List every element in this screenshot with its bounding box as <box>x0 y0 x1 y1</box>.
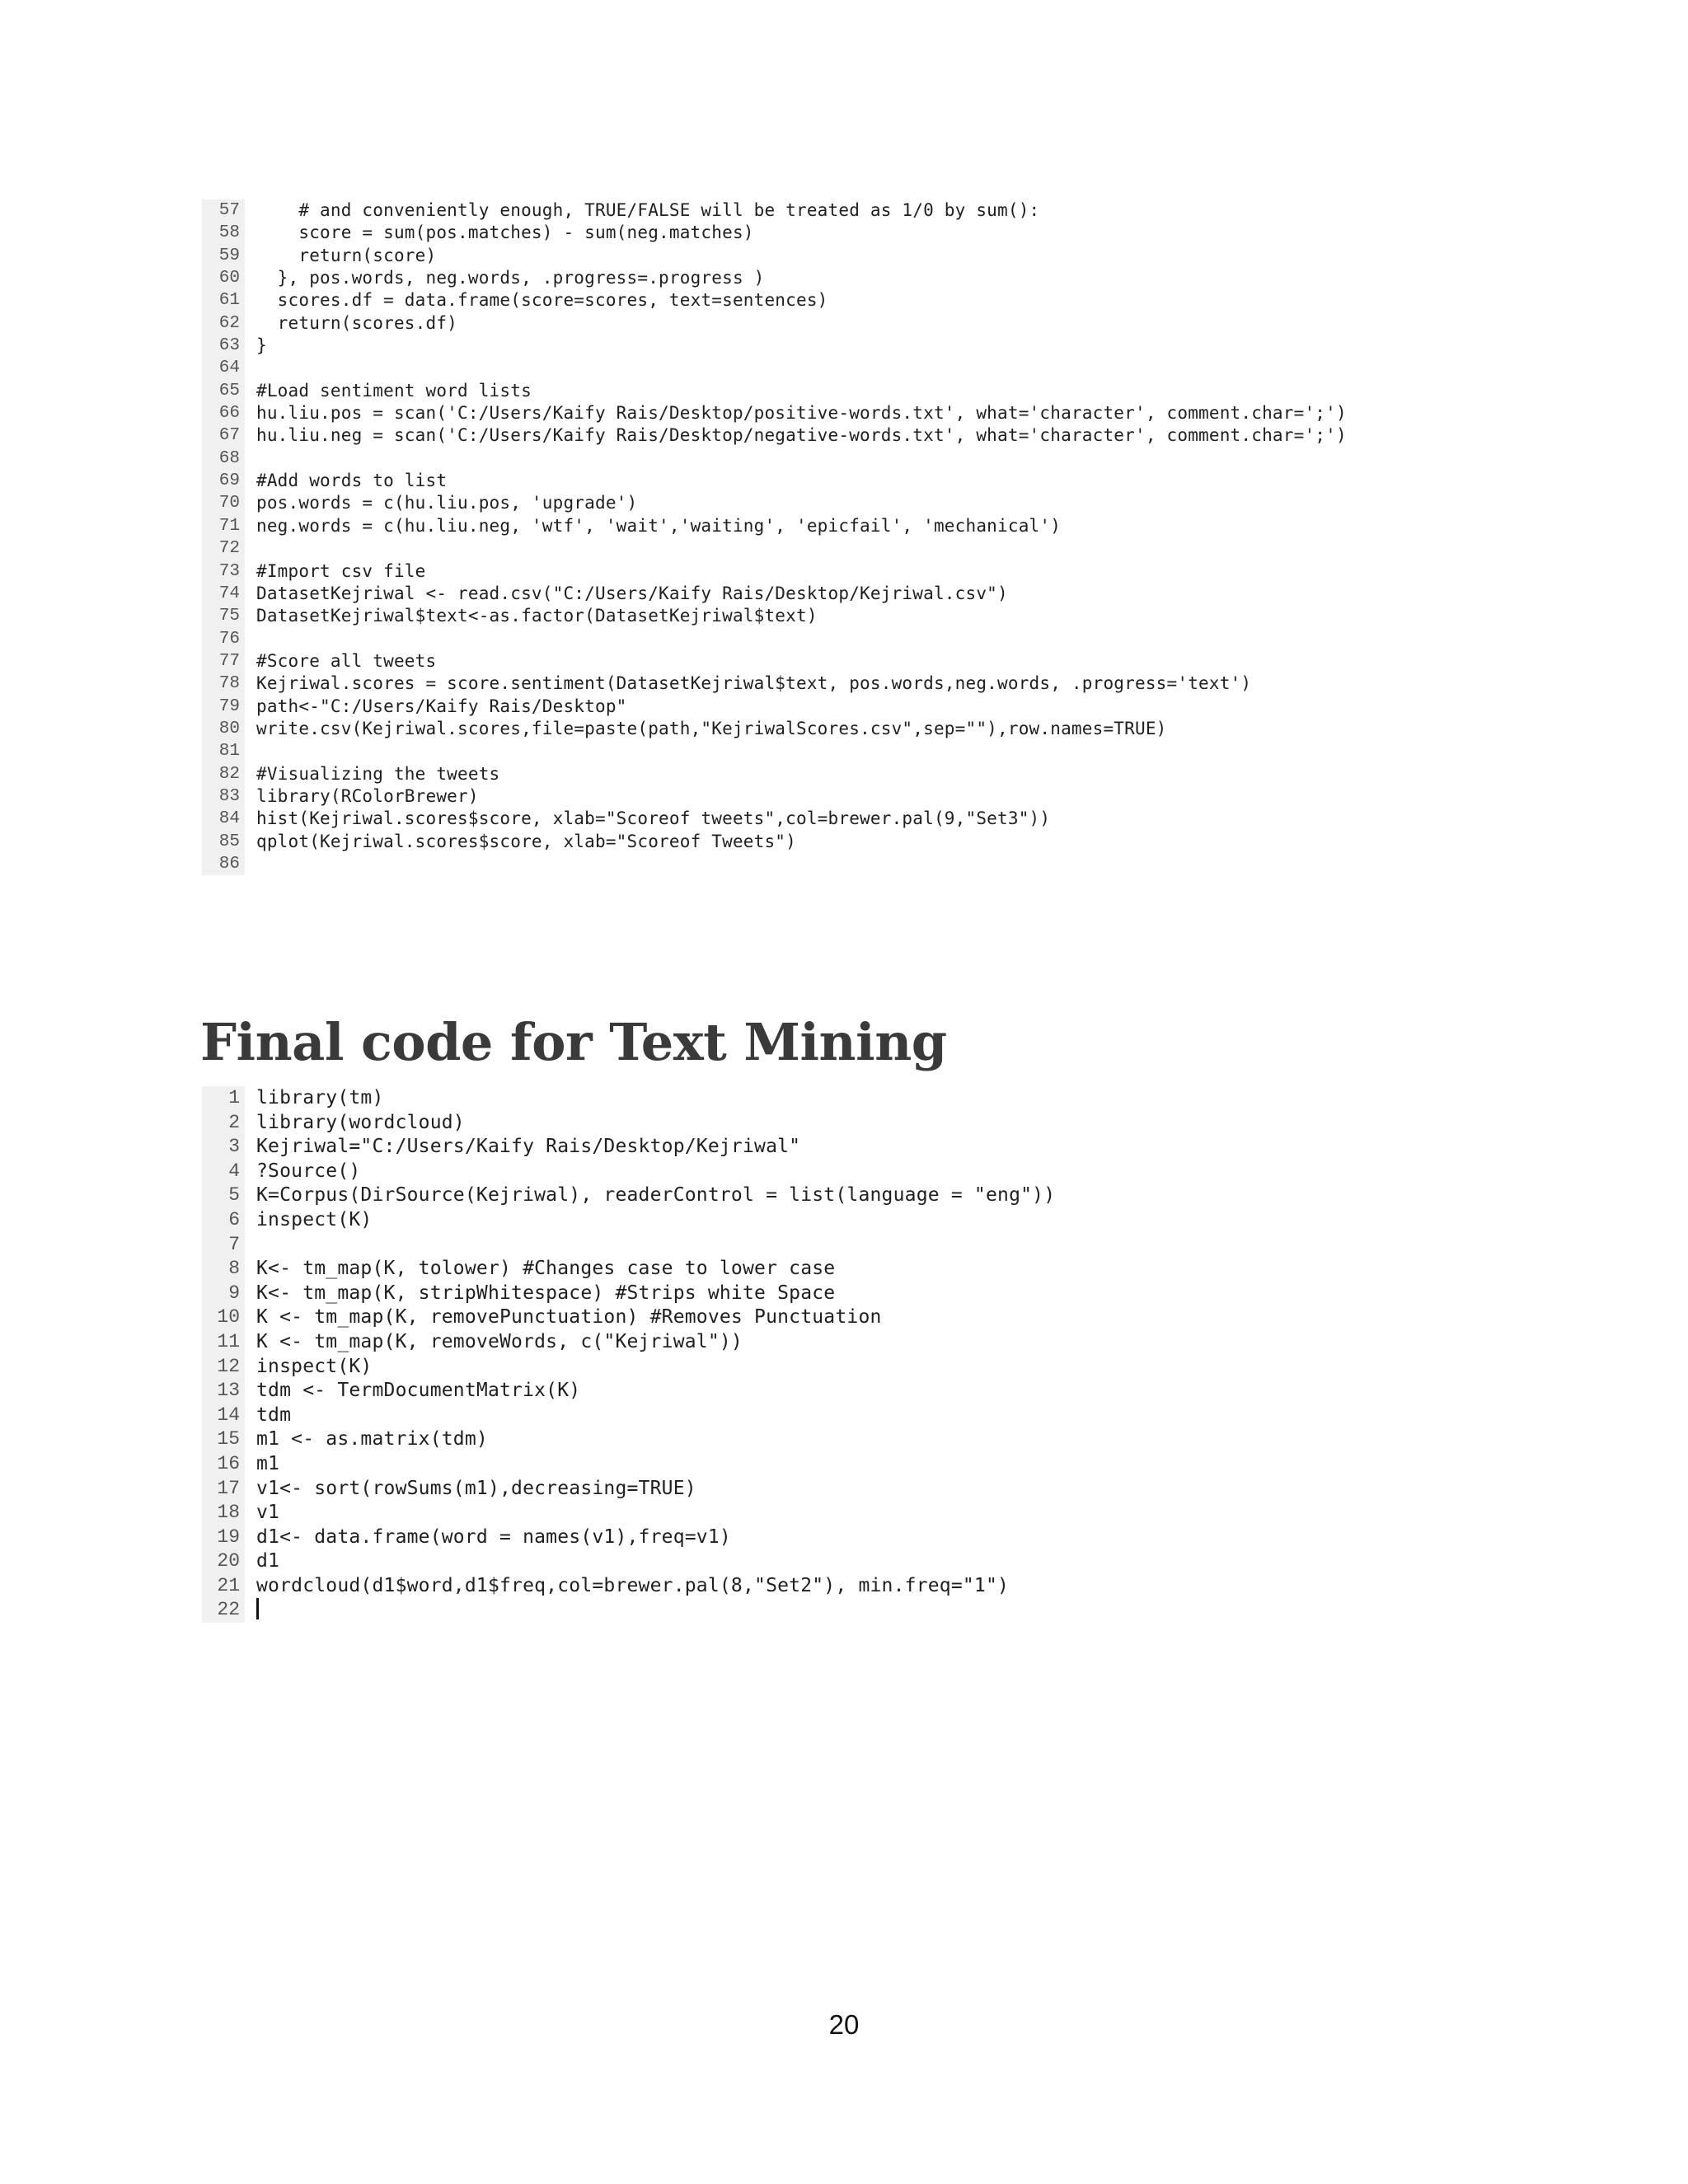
line-number: 73 <box>202 560 245 583</box>
code-text: inspect(K) <box>256 1355 373 1377</box>
line-number: 61 <box>202 289 245 312</box>
code-text: hu.liu.pos = scan('C:/Users/Kaify Rais/Desktop/positive-words.txt', what='character', comment.char=';') <box>256 403 1347 424</box>
code-line <box>202 1452 1055 1477</box>
code-line <box>202 808 1347 830</box>
code-line <box>202 1427 1055 1452</box>
code-text: } <box>256 335 267 356</box>
code-text: tdm <- TermDocumentMatrix(K) <box>256 1380 581 1402</box>
line-number: 12 <box>202 1355 245 1380</box>
code-line <box>202 1379 1055 1404</box>
code-text: Kejriwal="C:/Users/Kaify Rais/Desktop/Kejriwal" <box>256 1136 801 1158</box>
code-text: #Add words to list <box>256 471 448 491</box>
code-text: score = sum(pos.matches) - sum(neg.matches) <box>256 223 754 243</box>
line-number: 76 <box>202 628 245 650</box>
code-line <box>202 1233 1055 1258</box>
line-number: 85 <box>202 831 245 853</box>
line-number: 78 <box>202 673 245 695</box>
code-line <box>202 222 1347 244</box>
code-line <box>202 1257 1055 1282</box>
code-line <box>202 1183 1055 1208</box>
code-text: K <- tm_map(K, removePunctuation) #Removes Punctuation <box>256 1306 882 1329</box>
code-text: #Import csv file <box>256 560 426 581</box>
code-text: write.csv(Kejriwal.scores,file=paste(path,"KejriwalScores.csv",sep=""),row.names=TRUE) <box>256 718 1167 738</box>
line-number: 65 <box>202 380 245 402</box>
code-line <box>202 267 1347 289</box>
code-text: DatasetKejriwal <- read.csv("C:/Users/Kaify Rais/Desktop/Kejriwal.csv") <box>256 583 1008 603</box>
code-line <box>202 424 1347 447</box>
line-number: 86 <box>202 853 245 875</box>
code-listing-sentiment <box>202 199 1347 875</box>
code-text: m1 <box>256 1452 280 1474</box>
code-line <box>202 1404 1055 1428</box>
line-number: 64 <box>202 357 245 379</box>
code-text: ?Source() <box>256 1160 361 1182</box>
line-number: 69 <box>202 470 245 492</box>
code-line <box>202 1355 1055 1380</box>
line-number: 14 <box>202 1404 245 1428</box>
code-text: tdm <box>256 1404 292 1426</box>
line-number: 5 <box>202 1183 245 1208</box>
code-line <box>202 763 1347 785</box>
code-text: path<-"C:/Users/Kaify Rais/Desktop" <box>256 696 627 716</box>
line-number: 68 <box>202 448 245 470</box>
line-number: 8 <box>202 1257 245 1282</box>
line-number: 19 <box>202 1526 245 1550</box>
code-listing-text-mining <box>202 1086 1055 1623</box>
code-line <box>202 1282 1055 1306</box>
code-line <box>202 718 1347 740</box>
code-line <box>202 696 1347 718</box>
code-text: hist(Kejriwal.scores$score, xlab="Scoreof tweets",col=brewer.pal(9,"Set3")) <box>256 808 1051 829</box>
code-line <box>202 853 1347 875</box>
line-number: 18 <box>202 1501 245 1526</box>
code-text: m1 <- as.matrix(tdm) <box>256 1428 488 1451</box>
line-number: 79 <box>202 696 245 718</box>
code-text: K<- tm_map(K, tolower) #Changes case to lower case <box>256 1258 836 1280</box>
code-line <box>202 628 1347 650</box>
code-line <box>202 1526 1055 1550</box>
line-number: 22 <box>202 1598 245 1623</box>
code-line <box>202 335 1347 357</box>
line-number: 81 <box>202 740 245 762</box>
code-line <box>202 831 1347 853</box>
code-text: pos.words = c(hu.liu.pos, 'upgrade') <box>256 493 638 513</box>
code-text: qplot(Kejriwal.scores$score, xlab="Scoreof Tweets") <box>256 831 796 851</box>
line-number: 70 <box>202 492 245 514</box>
code-line <box>202 560 1347 583</box>
code-text: d1 <box>256 1550 280 1572</box>
line-number: 71 <box>202 515 245 537</box>
line-number: 13 <box>202 1379 245 1404</box>
code-text: neg.words = c(hu.liu.neg, 'wtf', 'wait','waiting', 'epicfail', 'mechanical') <box>256 515 1062 536</box>
line-number: 1 <box>202 1086 245 1111</box>
line-number: 7 <box>202 1233 245 1258</box>
line-number: 74 <box>202 583 245 605</box>
code-line <box>202 1086 1055 1111</box>
line-number: 4 <box>202 1160 245 1184</box>
line-number: 21 <box>202 1574 245 1599</box>
line-number: 3 <box>202 1135 245 1160</box>
code-line <box>202 1574 1055 1599</box>
code-text: #Visualizing the tweets <box>256 763 500 784</box>
code-text: hu.liu.neg = scan('C:/Users/Kaify Rais/Desktop/negative-words.txt', what='character', comment.char=';') <box>256 425 1347 446</box>
code-line <box>202 673 1347 695</box>
code-line <box>202 583 1347 605</box>
code-text: # and conveniently enough, TRUE/FALSE will be treated as 1/0 by sum(): <box>256 200 1040 220</box>
code-line <box>202 1135 1055 1160</box>
line-number: 60 <box>202 267 245 289</box>
line-number: 59 <box>202 245 245 267</box>
code-line <box>202 1208 1055 1233</box>
line-number: 6 <box>202 1208 245 1233</box>
code-line <box>202 515 1347 537</box>
code-text: inspect(K) <box>256 1208 373 1230</box>
code-text: library(RColorBrewer) <box>256 785 479 806</box>
line-number: 82 <box>202 763 245 785</box>
code-line <box>202 380 1347 402</box>
line-number: 17 <box>202 1477 245 1502</box>
code-line <box>202 1330 1055 1355</box>
code-line <box>202 785 1347 808</box>
code-text: v1 <box>256 1502 280 1524</box>
section-heading: Final code for Text Mining <box>200 1012 947 1072</box>
line-number: 75 <box>202 605 245 627</box>
code-line <box>202 245 1347 267</box>
line-number: 15 <box>202 1427 245 1452</box>
code-line <box>202 448 1347 470</box>
code-line <box>202 740 1347 762</box>
text-cursor <box>256 1598 259 1619</box>
line-number: 11 <box>202 1330 245 1355</box>
code-line <box>202 1305 1055 1330</box>
line-number: 10 <box>202 1305 245 1330</box>
code-text: scores.df = data.frame(score=scores, text=sentences) <box>256 290 828 311</box>
line-number: 16 <box>202 1452 245 1477</box>
code-text: #Score all tweets <box>256 650 437 671</box>
code-text: d1<- data.frame(word = names(v1),freq=v1) <box>256 1526 731 1548</box>
code-text: DatasetKejriwal$text<-as.factor(DatasetKejriwal$text) <box>256 606 818 626</box>
code-line <box>202 289 1347 312</box>
code-text: library(wordcloud) <box>256 1111 465 1133</box>
line-number: 62 <box>202 312 245 335</box>
line-number: 57 <box>202 199 245 222</box>
code-text: #Load sentiment word lists <box>256 380 532 401</box>
line-number: 80 <box>202 718 245 740</box>
code-line <box>202 1477 1055 1502</box>
line-number: 9 <box>202 1282 245 1306</box>
line-number: 72 <box>202 537 245 560</box>
line-number: 58 <box>202 222 245 244</box>
code-text: wordcloud(d1$word,d1$freq,col=brewer.pal(8,"Set2"), min.freq="1") <box>256 1574 1010 1596</box>
line-number: 77 <box>202 650 245 673</box>
code-line <box>202 650 1347 673</box>
code-text: return(scores.df) <box>256 312 458 333</box>
code-line <box>202 402 1347 424</box>
code-line <box>202 537 1347 560</box>
code-text: K <- tm_map(K, removeWords, c("Kejriwal")) <box>256 1330 743 1352</box>
line-number: 2 <box>202 1111 245 1136</box>
code-text: v1<- sort(rowSums(m1),decreasing=TRUE) <box>256 1477 696 1499</box>
line-number: 67 <box>202 424 245 447</box>
code-line <box>202 1111 1055 1136</box>
code-line <box>202 312 1347 335</box>
code-text: }, pos.words, neg.words, .progress=.progress ) <box>256 268 765 288</box>
code-line <box>202 470 1347 492</box>
code-line <box>202 357 1347 379</box>
code-text: return(score) <box>256 245 437 265</box>
code-line <box>202 1598 1055 1623</box>
code-line <box>202 1549 1055 1574</box>
code-line <box>202 605 1347 627</box>
line-number: 20 <box>202 1549 245 1574</box>
code-line <box>202 492 1347 514</box>
line-number: 83 <box>202 785 245 808</box>
code-text: library(tm) <box>256 1087 384 1108</box>
line-number: 63 <box>202 335 245 357</box>
code-text: Kejriwal.scores = score.sentiment(DatasetKejriwal$text, pos.words,neg.words, .progress='text') <box>256 673 1252 694</box>
line-number: 84 <box>202 808 245 830</box>
code-line <box>202 1501 1055 1526</box>
code-text: K=Corpus(DirSource(Kejriwal), readerControl = list(language = "eng")) <box>256 1184 1056 1207</box>
code-line <box>202 1160 1055 1184</box>
code-text: K<- tm_map(K, stripWhitespace) #Strips white Space <box>256 1282 836 1304</box>
line-number: 66 <box>202 402 245 424</box>
code-line <box>202 199 1347 222</box>
page-number: 20 <box>828 2009 860 2040</box>
